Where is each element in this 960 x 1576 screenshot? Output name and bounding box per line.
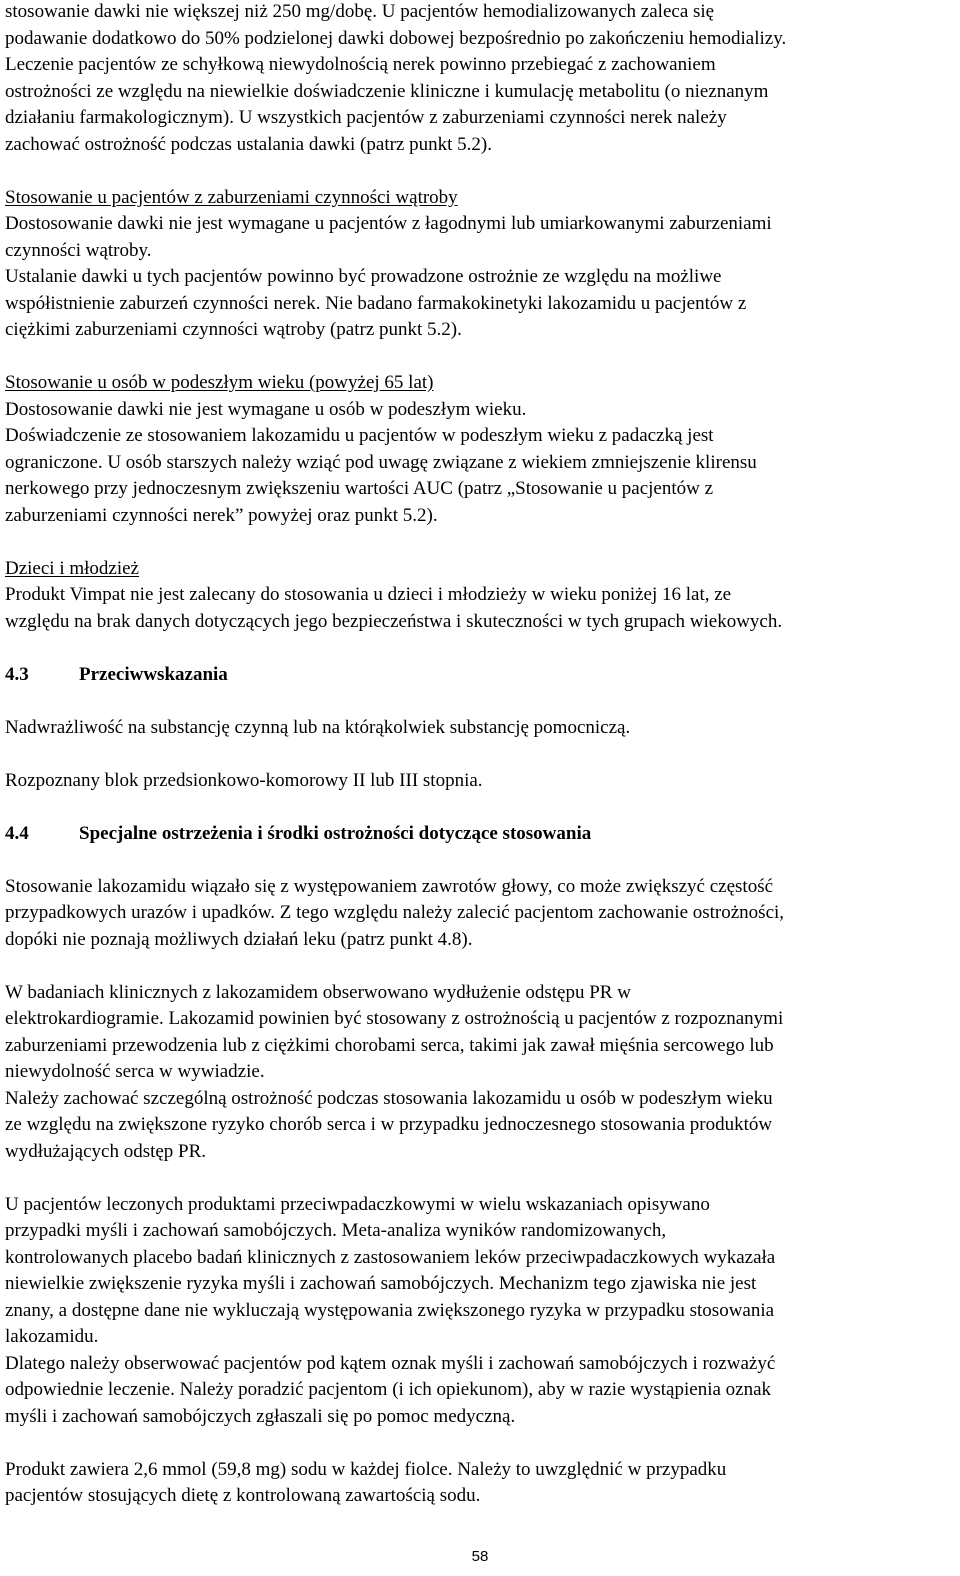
text-line: Leczenie pacjentów ze schyłkową niewydolnością nerek powinno przebiegać z zachowaniem	[5, 54, 716, 75]
contraindication-paragraph	[5, 768, 956, 795]
text-line: kontrolowanych placebo badań klinicznych z zastosowaniem leków przeciwpadaczkowych wykazała	[5, 1246, 776, 1268]
section-number: 4.3	[5, 663, 29, 685]
text-line: W badaniach klinicznych z lakozamidem obserwowano wydłużenie odstępu PR w	[5, 981, 631, 1003]
text-line: lakozamidu.	[5, 1326, 99, 1347]
text-line: Ustalanie dawki u tych pacjentów powinno być prowadzone ostrożnie ze względu na możliwe	[5, 266, 722, 287]
warning-paragraph-cardiac	[5, 980, 956, 1166]
text-line: ograniczone. U osób starszych należy wziąć pod uwagę związane z wiekiem zmniejszenie klirensu	[5, 451, 757, 473]
text-line: U pacjentów leczonych produktami przeciwpadaczkowymi w wielu wskazaniach opisywano	[5, 1193, 710, 1215]
text-line: przypadki myśli i zachowań samobójczych. Meta-analiza wyników randomizowanych,	[5, 1220, 667, 1241]
text-line: względu na brak danych dotyczących jego bezpieczeństwa i skuteczności w tych grupach wiekowych.	[5, 610, 783, 632]
document-body	[5, 0, 956, 1510]
text-line: niewielkie zwiększenie ryzyka myśli i zachowań samobójczych. Mechanizm tego zjawiska nie jest	[5, 1273, 757, 1294]
subsection-title: Stosowanie u pacjentów z zaburzeniami czynności wątroby	[5, 186, 458, 208]
text-line: Rozpoznany blok przedsionkowo-komorowy II lub III stopnia.	[5, 769, 483, 791]
text-line: Dostosowanie dawki nie jest wymagane u osób w podeszłym wieku.	[5, 398, 527, 420]
text-line: ze względu na zwiększone ryzyko chorób serca i w przypadku jednoczesnego stosowania produktów	[5, 1114, 773, 1135]
text-line: elektrokardiogramie. Lakozamid powinien być stosowany z ostrożnością u pacjentów z rozpoznanymi	[5, 1008, 784, 1029]
warning-paragraph-suicidal	[5, 1192, 956, 1431]
page-number: 58	[471, 1548, 489, 1565]
text-line: Doświadczenie ze stosowaniem lakozamidu u pacjentów w podeszłym wieku z padaczką jest	[5, 425, 714, 446]
text-line: myśli i zachowań samobójczych zgłaszali się po pomoc medyczną.	[5, 1405, 516, 1427]
warning-paragraph-dizziness	[5, 874, 956, 954]
text-line: działaniu farmakologicznym). U wszystkich pacjentów z zaburzeniami czynności nerek należy	[5, 107, 727, 128]
text-line: Należy zachować szczególną ostrożność podczas stosowania lakozamidu u osób w podeszłym wieku	[5, 1087, 773, 1109]
text-line: współistnienie zaburzeń czynności nerek. Nie badano farmakokinetyki lakozamidu u pacjentów z	[5, 292, 747, 314]
text-line: znany, a dostępne dane nie wykluczają występowania zwiększonego ryzyka w przypadku stosowania	[5, 1299, 775, 1321]
section-title: Przeciwwskazania	[79, 663, 228, 685]
text-line: zaburzeniami przewodzenia lub z ciężkimi chorobami serca, takimi jak zawał mięśnia sercowego lub	[5, 1034, 774, 1056]
text-line: podawanie dodatkowo do 50% podzielonej dawki dobowej bezpośrednio po zakończeniu hemodializy.	[5, 27, 787, 49]
section-heading-4-4	[5, 821, 956, 848]
text-line: zachować ostrożność podczas ustalania dawki (patrz punkt 5.2).	[5, 133, 492, 155]
section-title: Specjalne ostrzeżenia i środki ostrożności dotyczące stosowania	[79, 822, 592, 844]
text-line: zaburzeniami czynności nerek” powyżej oraz punkt 5.2).	[5, 504, 438, 526]
subsection-title: Stosowanie u osób w podeszłym wieku (powyżej 65 lat)	[5, 372, 434, 393]
text-line: niewydolność serca w wywiadzie.	[5, 1061, 265, 1082]
text-line: stosowanie dawki nie większej niż 250 mg/dobę. U pacjentów hemodializowanych zaleca się	[5, 1, 715, 22]
section-number: 4.4	[5, 822, 29, 844]
text-line: Dostosowanie dawki nie jest wymagane u pacjentów z łagodnymi lub umiarkowanymi zaburzeniami	[5, 213, 772, 234]
text-line: czynności wątroby.	[5, 239, 152, 261]
text-line: Produkt Vimpat nie jest zalecany do stosowania u dzieci i młodzieży w wieku poniżej 16 lat, ze	[5, 584, 732, 605]
text-line: ciężkimi zaburzeniami czynności wątroby (patrz punkt 5.2).	[5, 319, 462, 340]
elderly-section	[5, 370, 956, 529]
text-line: Produkt zawiera 2,6 mmol (59,8 mg) sodu w każdej fiolce. Należy to uwzględnić w przypadku	[5, 1458, 727, 1480]
text-line: przypadkowych urazów i upadków. Z tego względu należy zalecić pacjentom zachowanie ostrożności,	[5, 902, 785, 923]
text-line: Dlatego należy obserwować pacjentów pod kątem oznak myśli i zachowań samobójczych i rozważyć	[5, 1352, 776, 1374]
text-line: wydłużających odstęp PR.	[5, 1140, 207, 1162]
subsection-title: Dzieci i młodzież	[5, 557, 139, 579]
text-line: Stosowanie lakozamidu wiązało się z występowaniem zawrotów głowy, co może zwiększyć częstość	[5, 875, 774, 897]
text-line: dopóki nie poznają możliwych działań leku (patrz punkt 4.8).	[5, 928, 473, 950]
text-line: pacjentów stosujących dietę z kontrolowaną zawartością sodu.	[5, 1485, 481, 1506]
warning-paragraph-sodium	[5, 1457, 956, 1510]
hepatic-impairment-section	[5, 185, 956, 344]
contraindication-paragraph	[5, 715, 956, 742]
text-line: nerkowego przy jednoczesnym zwiększeniu wartości AUC (patrz „Stosowanie u pacjentów z	[5, 478, 714, 499]
renal-dosing-paragraph	[5, 0, 956, 158]
text-line: ostrożności ze względu na niewielkie doświadczenie kliniczne i kumulację metabolitu (o nieznanym	[5, 80, 769, 102]
pediatric-section	[5, 556, 956, 636]
text-line: Nadwrażliwość na substancję czynną lub na którąkolwiek substancję pomocniczą.	[5, 716, 631, 738]
text-line: odpowiednie leczenie. Należy poradzić pacjentom (i ich opiekunom), aby w razie wystąpienia oznak	[5, 1379, 772, 1400]
section-heading-4-3	[5, 662, 956, 689]
